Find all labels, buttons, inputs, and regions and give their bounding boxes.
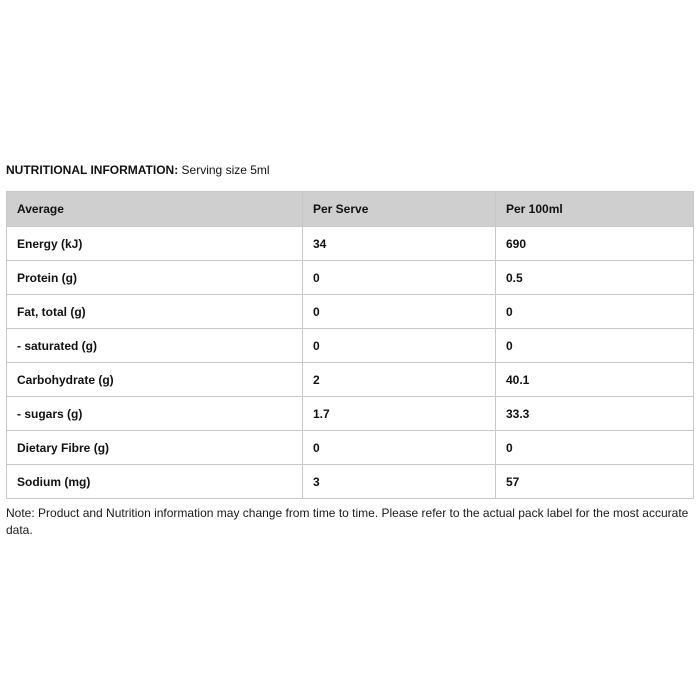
table-row (7, 397, 694, 431)
nutrient-name: Fat, total (g) (7, 295, 303, 329)
nutrition-table (6, 191, 694, 499)
per-serve-value: 34 (303, 227, 496, 261)
per-100ml-value: 40.1 (496, 363, 694, 397)
table-row (7, 227, 694, 261)
nutrient-name: Energy (kJ) (7, 227, 303, 261)
heading-label: NUTRITIONAL INFORMATION: (6, 163, 179, 177)
serving-size: Serving size 5ml (181, 163, 270, 177)
table-header (7, 192, 694, 227)
per-100ml-value: 690 (496, 227, 694, 261)
nutrient-name: Protein (g) (7, 261, 303, 295)
nutrition-heading (6, 162, 270, 178)
per-serve-value: 0 (303, 431, 496, 465)
per-100ml-value: 57 (496, 465, 694, 499)
per-serve-value: 0 (303, 329, 496, 363)
per-100ml-value: 0 (496, 295, 694, 329)
header-per-100ml: Per 100ml (496, 192, 694, 227)
per-serve-value: 0 (303, 295, 496, 329)
per-100ml-value: 0 (496, 431, 694, 465)
header-average: Average (7, 192, 303, 227)
table-row (7, 261, 694, 295)
per-serve-value: 3 (303, 465, 496, 499)
table-row (7, 295, 694, 329)
nutrient-name: Carbohydrate (g) (7, 363, 303, 397)
header-row (7, 192, 694, 227)
nutrient-name: - sugars (g) (7, 397, 303, 431)
per-serve-value: 2 (303, 363, 496, 397)
table-row (7, 465, 694, 499)
per-100ml-value: 33.3 (496, 397, 694, 431)
nutrient-name: Dietary Fibre (g) (7, 431, 303, 465)
per-100ml-value: 0 (496, 329, 694, 363)
table-row (7, 363, 694, 397)
per-serve-value: 1.7 (303, 397, 496, 431)
nutrient-name: - saturated (g) (7, 329, 303, 363)
per-serve-value: 0 (303, 261, 496, 295)
table-row (7, 329, 694, 363)
header-per-serve: Per Serve (303, 192, 496, 227)
nutrient-name: Sodium (mg) (7, 465, 303, 499)
table-row (7, 431, 694, 465)
per-100ml-value: 0.5 (496, 261, 694, 295)
disclaimer-note: Note: Product and Nutrition information may change from time to time. Please refer to the actual pack label for the most accurate data. (6, 506, 689, 537)
table-body (7, 227, 694, 499)
